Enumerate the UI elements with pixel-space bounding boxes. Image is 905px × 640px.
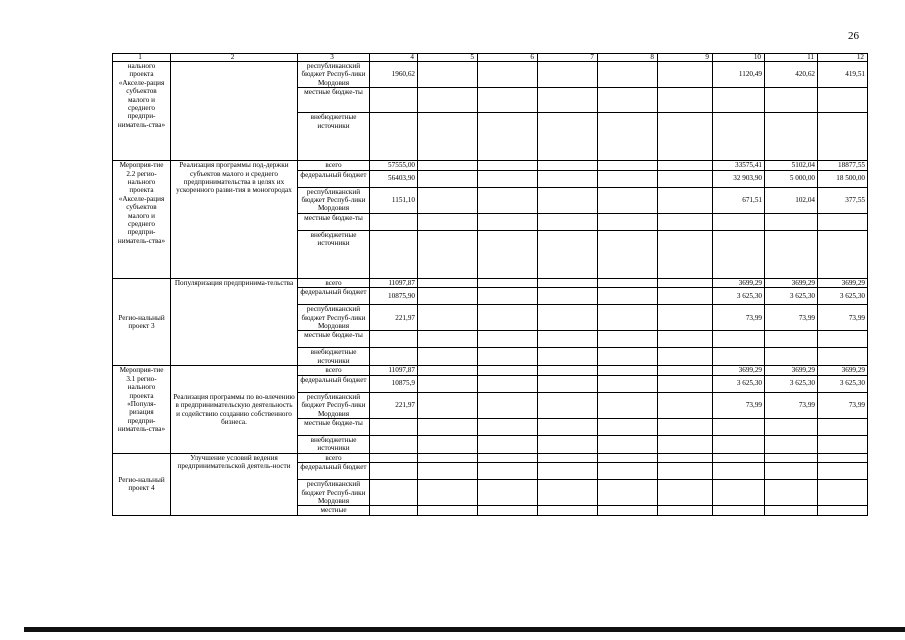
header-row (113, 54, 868, 62)
empty-year-cell (538, 305, 598, 331)
empty-year-cell (538, 453, 598, 462)
empty-year-cell (418, 506, 478, 515)
budget-table (112, 53, 868, 516)
table-row (113, 366, 868, 375)
table-row (113, 62, 868, 88)
empty-year-cell (658, 213, 713, 230)
total-value-cell (370, 230, 418, 278)
total-value-cell: 57555,00 (370, 161, 418, 170)
empty-year-cell (538, 213, 598, 230)
empty-year-cell (418, 113, 478, 161)
year-value-cell: 73,99 (713, 305, 765, 331)
empty-year-cell (598, 187, 658, 213)
funding-source-cell: республиканский бюджет Респуб-лики Мордовия (298, 392, 370, 418)
year-value-cell (818, 463, 868, 480)
year-value-cell (765, 213, 818, 230)
empty-year-cell (598, 366, 658, 375)
empty-year-cell (658, 278, 713, 287)
empty-year-cell (598, 331, 658, 348)
empty-year-cell (538, 418, 598, 435)
funding-source-cell: всего (298, 453, 370, 462)
year-value-cell (765, 435, 818, 453)
year-value-cell: 32 903,90 (713, 170, 765, 187)
year-value-cell: 3 625,30 (765, 375, 818, 392)
total-value-cell (370, 453, 418, 462)
total-value-cell: 1960,62 (370, 62, 418, 88)
total-value-cell: 56403,90 (370, 170, 418, 187)
empty-year-cell (538, 463, 598, 480)
empty-year-cell (478, 453, 538, 462)
year-value-cell (765, 230, 818, 278)
measure-description-cell: Популяризация предпринима-тельства (171, 278, 298, 365)
funding-source-cell: республиканский бюджет Респуб-лики Мордовия (298, 305, 370, 331)
empty-year-cell (598, 348, 658, 366)
empty-year-cell (658, 170, 713, 187)
header-cell-11: 11 (765, 54, 818, 62)
year-value-cell: 377,55 (818, 187, 868, 213)
funding-source-cell: республиканский бюджет Респуб-лики Мордовия (298, 480, 370, 506)
funding-source-cell: всего (298, 278, 370, 287)
year-value-cell (818, 480, 868, 506)
year-value-cell (765, 463, 818, 480)
year-value-cell: 3699,29 (765, 366, 818, 375)
table-row (113, 161, 868, 170)
empty-year-cell (418, 88, 478, 113)
year-value-cell: 3 625,30 (818, 288, 868, 305)
empty-year-cell (598, 305, 658, 331)
measure-description-cell: Реализация программы по во-влечению в предпринимательскую деятельность и содействию созданию собственного бизнеса. (171, 366, 298, 453)
year-value-cell (765, 453, 818, 462)
empty-year-cell (538, 113, 598, 161)
empty-year-cell (418, 435, 478, 453)
funding-source-cell: федеральный бюджет (298, 463, 370, 480)
empty-year-cell (418, 418, 478, 435)
header-cell-4: 4 (370, 54, 418, 62)
year-value-cell (818, 113, 868, 161)
empty-year-cell (418, 392, 478, 418)
empty-year-cell (658, 366, 713, 375)
empty-year-cell (538, 88, 598, 113)
total-value-cell (370, 213, 418, 230)
year-value-cell (765, 506, 818, 515)
empty-year-cell (538, 288, 598, 305)
year-value-cell (765, 113, 818, 161)
year-value-cell: 3699,29 (713, 278, 765, 287)
empty-year-cell (658, 305, 713, 331)
year-value-cell (713, 213, 765, 230)
total-value-cell (370, 331, 418, 348)
empty-year-cell (418, 463, 478, 480)
empty-year-cell (598, 88, 658, 113)
measure-name-cell: Мероприя-тие 2.2 регио-нального проекта «Акселе-рация субъектов малого и среднего предпри-ниматель-ства» (113, 161, 171, 279)
funding-source-cell: всего (298, 161, 370, 170)
empty-year-cell (658, 113, 713, 161)
total-value-cell: 10875,9 (370, 375, 418, 392)
year-value-cell: 3699,29 (713, 366, 765, 375)
empty-year-cell (658, 463, 713, 480)
empty-year-cell (478, 278, 538, 287)
year-value-cell (713, 506, 765, 515)
year-value-cell: 3699,29 (818, 278, 868, 287)
empty-year-cell (538, 480, 598, 506)
empty-year-cell (538, 62, 598, 88)
total-value-cell (370, 348, 418, 366)
year-value-cell: 3699,29 (765, 278, 818, 287)
empty-year-cell (658, 375, 713, 392)
empty-year-cell (538, 348, 598, 366)
year-value-cell (713, 331, 765, 348)
empty-year-cell (598, 463, 658, 480)
empty-year-cell (418, 278, 478, 287)
empty-year-cell (478, 375, 538, 392)
empty-year-cell (658, 480, 713, 506)
total-value-cell (370, 463, 418, 480)
year-value-cell: 671,51 (713, 187, 765, 213)
empty-year-cell (598, 480, 658, 506)
year-value-cell: 5 000,00 (765, 170, 818, 187)
page-bottom-rule (24, 627, 905, 632)
empty-year-cell (538, 170, 598, 187)
year-value-cell: 73,99 (713, 392, 765, 418)
measure-name-cell: Регио-нальный проект 4 (113, 453, 171, 515)
empty-year-cell (478, 463, 538, 480)
empty-year-cell (538, 230, 598, 278)
year-value-cell: 18877,55 (818, 161, 868, 170)
measure-description-cell (171, 62, 298, 161)
empty-year-cell (538, 375, 598, 392)
year-value-cell: 33575,41 (713, 161, 765, 170)
header-cell-12: 12 (818, 54, 868, 62)
empty-year-cell (658, 187, 713, 213)
empty-year-cell (538, 161, 598, 170)
year-value-cell (818, 506, 868, 515)
year-value-cell: 419,51 (818, 62, 868, 88)
empty-year-cell (478, 161, 538, 170)
year-value-cell (765, 88, 818, 113)
empty-year-cell (478, 213, 538, 230)
empty-year-cell (598, 453, 658, 462)
empty-year-cell (598, 375, 658, 392)
funding-source-cell: федеральный бюджет (298, 375, 370, 392)
header-cell-1: 1 (113, 54, 171, 62)
year-value-cell (818, 331, 868, 348)
empty-year-cell (478, 392, 538, 418)
empty-year-cell (658, 506, 713, 515)
empty-year-cell (418, 480, 478, 506)
header-cell-3: 3 (298, 54, 370, 62)
empty-year-cell (538, 392, 598, 418)
year-value-cell: 3 625,30 (818, 375, 868, 392)
total-value-cell: 1151,10 (370, 187, 418, 213)
year-value-cell (713, 463, 765, 480)
empty-year-cell (658, 453, 713, 462)
empty-year-cell (658, 88, 713, 113)
empty-year-cell (478, 113, 538, 161)
year-value-cell (818, 213, 868, 230)
header-cell-2: 2 (171, 54, 298, 62)
empty-year-cell (478, 170, 538, 187)
funding-source-cell: местные бюдже-ты (298, 88, 370, 113)
empty-year-cell (598, 62, 658, 88)
header-cell-6: 6 (478, 54, 538, 62)
year-value-cell (818, 230, 868, 278)
empty-year-cell (478, 187, 538, 213)
year-value-cell (818, 88, 868, 113)
year-value-cell: 3 625,30 (713, 375, 765, 392)
year-value-cell (765, 480, 818, 506)
table-row (113, 453, 868, 462)
measure-name-cell: Регио-нальный проект 3 (113, 278, 171, 365)
empty-year-cell (418, 375, 478, 392)
year-value-cell (713, 113, 765, 161)
empty-year-cell (478, 62, 538, 88)
year-value-cell (713, 418, 765, 435)
year-value-cell (765, 331, 818, 348)
empty-year-cell (538, 435, 598, 453)
empty-year-cell (538, 331, 598, 348)
empty-year-cell (598, 418, 658, 435)
funding-source-cell: местные (298, 506, 370, 515)
measure-description-cell: Улучшение условий ведения предпринимательской деятель-ности (171, 453, 298, 515)
total-value-cell (370, 435, 418, 453)
total-value-cell: 11097,87 (370, 366, 418, 375)
empty-year-cell (478, 506, 538, 515)
empty-year-cell (658, 392, 713, 418)
empty-year-cell (658, 418, 713, 435)
header-cell-10: 10 (713, 54, 765, 62)
year-value-cell: 73,99 (765, 392, 818, 418)
funding-source-cell: внебюджетные источники (298, 230, 370, 278)
year-value-cell (765, 418, 818, 435)
table-row (113, 278, 868, 287)
total-value-cell (370, 113, 418, 161)
funding-source-cell: местные бюдже-ты (298, 418, 370, 435)
measure-name-cell: Мероприя-тие 3.1 регио-нального проекта «Популя-ризация предпри-ниматель-ства» (113, 366, 171, 453)
year-value-cell (713, 480, 765, 506)
empty-year-cell (658, 161, 713, 170)
year-value-cell: 420,62 (765, 62, 818, 88)
total-value-cell: 221,97 (370, 392, 418, 418)
empty-year-cell (418, 62, 478, 88)
empty-year-cell (538, 278, 598, 287)
funding-source-cell: внебюджетные источники (298, 435, 370, 453)
funding-source-cell: республиканский бюджет Респуб-лики Мордовия (298, 62, 370, 88)
empty-year-cell (658, 435, 713, 453)
empty-year-cell (598, 170, 658, 187)
empty-year-cell (478, 288, 538, 305)
total-value-cell: 11097,87 (370, 278, 418, 287)
empty-year-cell (418, 230, 478, 278)
total-value-cell (370, 506, 418, 515)
year-value-cell: 18 500,00 (818, 170, 868, 187)
year-value-cell: 73,99 (765, 305, 818, 331)
funding-source-cell: местные бюдже-ты (298, 213, 370, 230)
empty-year-cell (418, 170, 478, 187)
year-value-cell (818, 418, 868, 435)
empty-year-cell (538, 187, 598, 213)
empty-year-cell (478, 435, 538, 453)
empty-year-cell (538, 366, 598, 375)
year-value-cell (713, 88, 765, 113)
funding-source-cell: внебюджетные источники (298, 113, 370, 161)
empty-year-cell (418, 331, 478, 348)
empty-year-cell (598, 278, 658, 287)
funding-source-cell: республиканский бюджет Респуб-лики Мордовия (298, 187, 370, 213)
year-value-cell: 73,99 (818, 305, 868, 331)
total-value-cell: 221,97 (370, 305, 418, 331)
year-value-cell (818, 348, 868, 366)
empty-year-cell (538, 506, 598, 515)
empty-year-cell (598, 288, 658, 305)
empty-year-cell (658, 348, 713, 366)
empty-year-cell (418, 348, 478, 366)
empty-year-cell (658, 288, 713, 305)
year-value-cell (713, 348, 765, 366)
empty-year-cell (478, 366, 538, 375)
year-value-cell: 3 625,30 (713, 288, 765, 305)
year-value-cell: 1120,49 (713, 62, 765, 88)
empty-year-cell (478, 348, 538, 366)
year-value-cell (818, 453, 868, 462)
empty-year-cell (598, 392, 658, 418)
empty-year-cell (478, 88, 538, 113)
funding-source-cell: внебюджетные источники (298, 348, 370, 366)
empty-year-cell (478, 418, 538, 435)
empty-year-cell (598, 506, 658, 515)
year-value-cell: 73,99 (818, 392, 868, 418)
funding-source-cell: всего (298, 366, 370, 375)
year-value-cell (713, 435, 765, 453)
header-cell-7: 7 (538, 54, 598, 62)
measure-name-cell: нального проекта «Акселе-рация субъектов малого и среднего предпри-ниматель-ства» (113, 62, 171, 161)
page-number: 26 (848, 30, 859, 42)
total-value-cell (370, 88, 418, 113)
year-value-cell (713, 453, 765, 462)
empty-year-cell (418, 187, 478, 213)
year-value-cell (765, 348, 818, 366)
total-value-cell: 10875,90 (370, 288, 418, 305)
header-cell-9: 9 (658, 54, 713, 62)
empty-year-cell (478, 331, 538, 348)
empty-year-cell (478, 480, 538, 506)
year-value-cell (713, 230, 765, 278)
empty-year-cell (658, 62, 713, 88)
empty-year-cell (598, 213, 658, 230)
empty-year-cell (418, 305, 478, 331)
measure-description-cell: Реализация программы под-держки субъектов малого и среднего предпринимательства в целях их ускоренного разви-тия в моногородах (171, 161, 298, 279)
empty-year-cell (598, 113, 658, 161)
empty-year-cell (418, 161, 478, 170)
empty-year-cell (418, 288, 478, 305)
empty-year-cell (598, 230, 658, 278)
funding-source-cell: федеральный бюджет (298, 170, 370, 187)
empty-year-cell (418, 366, 478, 375)
funding-source-cell: местные бюдже-ты (298, 331, 370, 348)
empty-year-cell (418, 453, 478, 462)
year-value-cell: 3 625,30 (765, 288, 818, 305)
empty-year-cell (658, 331, 713, 348)
empty-year-cell (478, 305, 538, 331)
empty-year-cell (598, 161, 658, 170)
total-value-cell (370, 480, 418, 506)
year-value-cell: 102,04 (765, 187, 818, 213)
year-value-cell: 3699,29 (818, 366, 868, 375)
header-cell-8: 8 (598, 54, 658, 62)
funding-source-cell: федеральный бюджет (298, 288, 370, 305)
empty-year-cell (658, 230, 713, 278)
empty-year-cell (598, 435, 658, 453)
year-value-cell (818, 435, 868, 453)
header-cell-5: 5 (418, 54, 478, 62)
empty-year-cell (478, 230, 538, 278)
empty-year-cell (418, 213, 478, 230)
year-value-cell: 5102,04 (765, 161, 818, 170)
total-value-cell (370, 418, 418, 435)
